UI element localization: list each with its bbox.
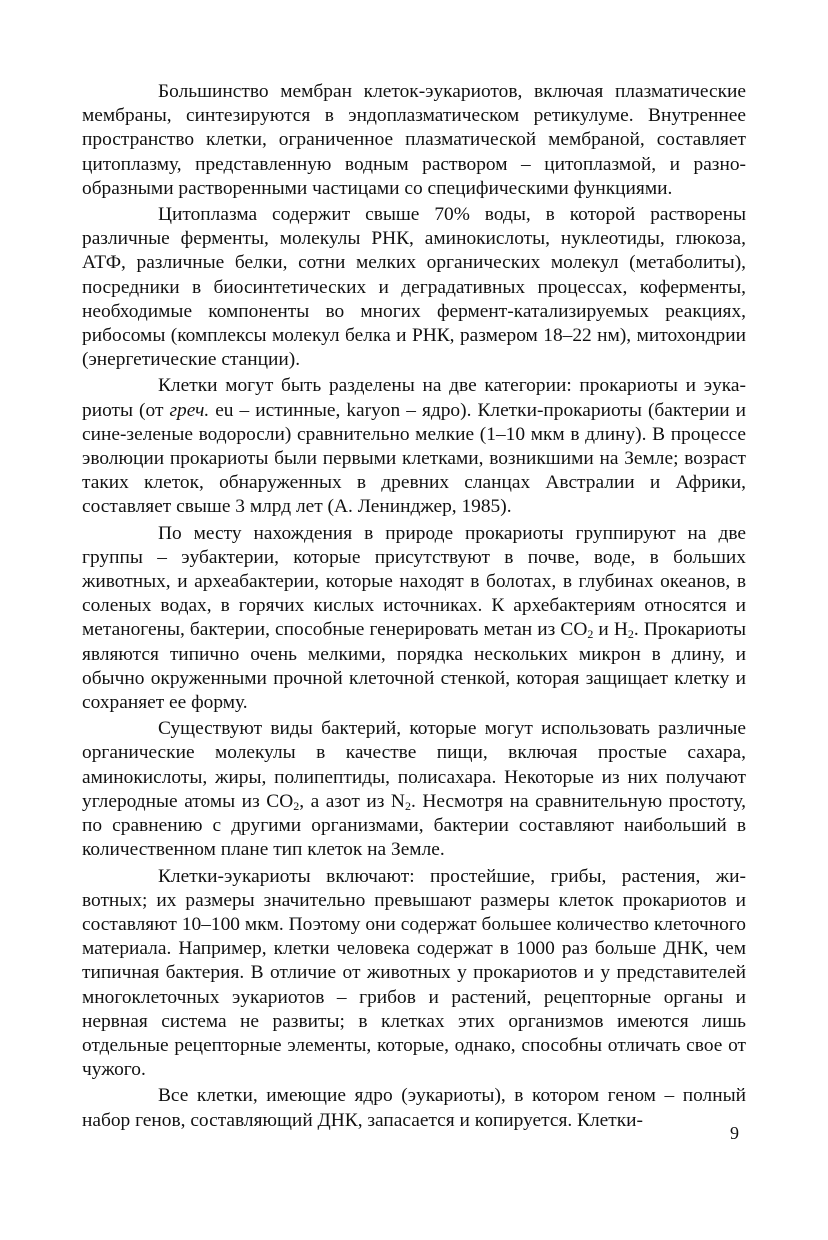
text-run: Все клетки, имеющие ядро (эукариоты), в котором геном – полный набор генов, составляющий ДНК, запасается и копируется. Клетки- — [82, 1085, 746, 1131]
subscript: 2 — [404, 798, 411, 813]
paragraph — [82, 374, 746, 519]
paragraph — [82, 80, 746, 201]
italic-text: греч. — [169, 399, 210, 421]
text-run: Существуют виды бактерий, которые могут использовать различные органические молекулы в качестве пищи, включая простые сахара, аминокислоты, жиры, полипептиды, полисахара. Некоторые из них получают углеродные атомы из CO — [82, 718, 746, 812]
text-run: eu – истинные, karyon – ядро). Клетки-прокариоты (бактерии и сине-зеленые водоросли) сравнительно мелкие (1–10 мкм в длину). В процессе эволюции прокариоты были первыми клетками, возникшими на Земле; возраст таких клеток, обнаруженных в древних сланцах Австралии и Африки, составляет свыше 3 млрд лет (А. Ленинджер, 1985). — [82, 399, 746, 518]
paragraph — [82, 865, 746, 1083]
text-run: . Несмотря на сравнительную простоту, по сравнению с другими организмами, бактерии составляют наибольший в количественном плане тип клеток на Земле. — [82, 790, 746, 861]
text-run: Большинство мембран клеток-эукариотов, включая плазматические мембраны, синтезируются в эндоплазматическом ретикулуме. Внутреннее пространство клетки, ограниченное плазматической мембраной, составляет цитоплазму, представленную водным раствором – цитоплазмой, и разнообразными растворенными частицами со специфическими функциями. — [82, 81, 746, 199]
text-run: . Прокариоты являются типично очень мелкими, порядка нескольких микрон в длину, и обычно окруженными прочной клеточной стенкой, которая защищает клетку и сохраняет ее форму. — [82, 619, 746, 714]
text-run: , а азот из N — [299, 790, 405, 812]
text-run: и H — [593, 619, 628, 641]
paragraph — [82, 203, 746, 372]
paragraph — [82, 717, 746, 862]
subscript: 2 — [627, 627, 634, 642]
paragraph — [82, 522, 746, 716]
subscript: 2 — [293, 798, 300, 813]
text-run: Цитоплазма содержит свыше 70% воды, в которой растворены различные ферменты, молекулы РНК, аминокислоты, нуклеотиды, глюкоза, АТФ, различные белки, сотни мелких органических молекул (метаболиты), посредники в биосинтетических и деградативных процессах, коферменты, необходимые компоненты во многих фермент-катализируемых реакциях, рибосомы (комплексы молекул белка и РНК, размером 18–22 нм), митохондрии (энергетические станции). — [82, 204, 746, 371]
text-run: Клетки-эукариоты включают: простейшие, грибы, растения, животных; их размеры значительно превышают размеры клеток прокариотов и составляют 10–100 мкм. Поэтому они содержат большее количество клеточного материала. Например, клетки человека содержат в 1000 раз больше ДНК, чем типичная бактерия. В отличие от животных у прокариотов и у представителей многоклеточных эукариотов – грибов и растений, рецепторные органы и нервная система не развиты; в клетках этих организмов имеются лишь отдельные рецепторные элементы, которые, однако, способны отличать свое от чужого. — [82, 865, 746, 1081]
text-run: Клетки могут быть разделены на две категории: прокариоты и эукариоты (от — [82, 375, 746, 421]
paragraph — [82, 1084, 746, 1132]
page-number: 9 — [730, 1123, 739, 1143]
text-run: По месту нахождения в природе прокариоты группируют на две группы – эубактерии, которые присутствуют в почве, воде, в больших животных, и археабактерии, которые находят в болотах, в глубинах океанов, в соленых водах, в горячих кислых источниках. К архебактериям относятся и метаногены, бактерии, способные генерировать метан из CO — [82, 522, 746, 641]
subscript: 2 — [587, 627, 594, 642]
page-body — [82, 80, 746, 1135]
